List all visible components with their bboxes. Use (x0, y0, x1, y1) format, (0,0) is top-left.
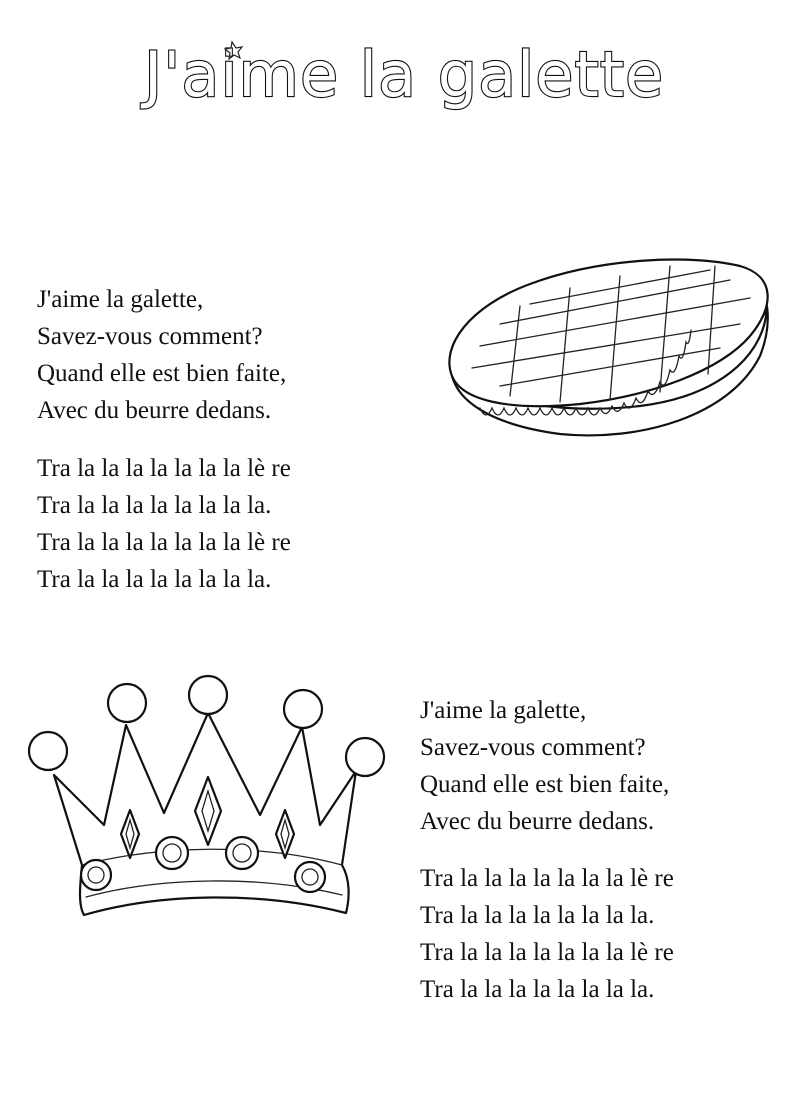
page-title-lettering (140, 30, 665, 120)
verse-line: Quand elle est bien faite, (37, 360, 287, 387)
page-title-text: J'aime la galette (144, 38, 665, 111)
verse-line: Quand elle est bien faite, (420, 771, 670, 798)
chorus-line: Tra la la la la la la la la. (420, 976, 655, 1003)
crown-icon (20, 665, 392, 925)
stanza-2-couplet (420, 692, 669, 840)
chorus-line: Tra la la la la la la la la. (420, 902, 655, 929)
galette-illustration (440, 236, 774, 446)
chorus-line: Tra la la la la la la la lè re (37, 529, 291, 556)
stanza-1-chorus (37, 450, 291, 598)
stanza-1-couplet (37, 281, 286, 429)
verse-line: Savez-vous comment? (37, 323, 263, 350)
chorus-line: Tra la la la la la la la lè re (420, 939, 674, 966)
verse-line: Savez-vous comment? (420, 734, 646, 761)
page-title (140, 30, 665, 120)
verse-line: Avec du beurre dedans. (37, 397, 272, 424)
chorus-line: Tra la la la la la la la la. (37, 492, 272, 519)
verse-line: Avec du beurre dedans. (420, 808, 655, 835)
stanza-2-chorus (420, 860, 674, 1008)
verse-line: J'aime la galette, (420, 697, 587, 724)
crown-illustration (20, 665, 392, 925)
chorus-line: Tra la la la la la la la la. (37, 566, 272, 593)
chorus-line: Tra la la la la la la la lè re (37, 455, 291, 482)
chorus-line: Tra la la la la la la la lè re (420, 865, 674, 892)
galette-icon (440, 236, 774, 446)
verse-line: J'aime la galette, (37, 286, 204, 313)
